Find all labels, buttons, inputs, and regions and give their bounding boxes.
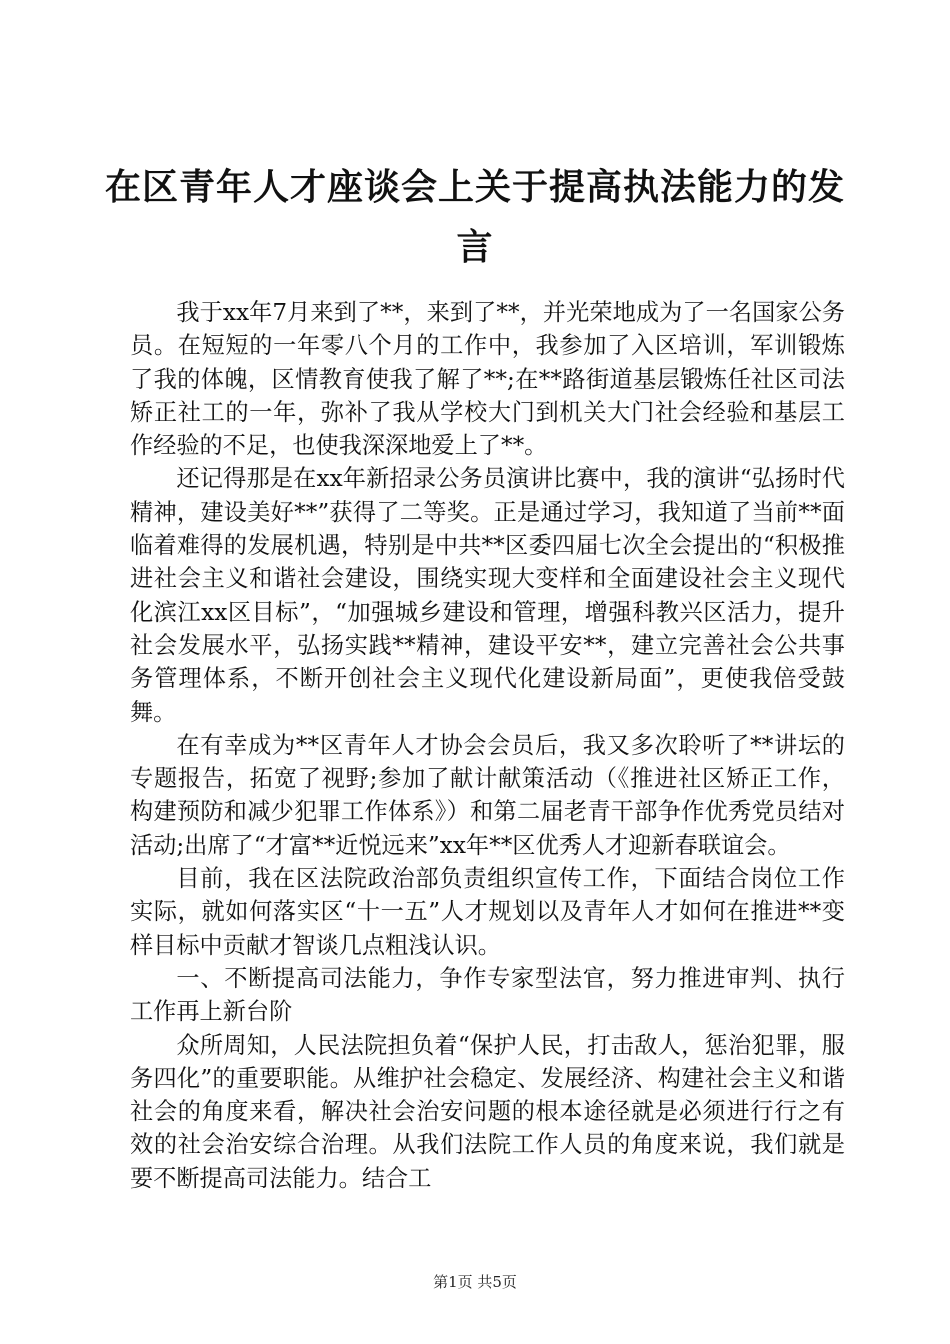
paragraph-1: 我于xx年7月来到了**，来到了**，并光荣地成为了一名国家公务员。在短短的一年零八个月的工作中，我参加了入区培训，军训锻炼了我的体魄，区情教育使我了解了**;在**路街道基层锻炼任社区司法矫正社工的一年，弥补了我从学校大门到机关大门社会经验和基层工作经验的不足，也使我深深地爱上了**。 bbox=[130, 299, 845, 460]
section-heading-1: 一、不断提高司法能力，争作专家型法官，努力推进审判、执行工作再上新台阶 bbox=[130, 964, 845, 1026]
paragraph-3: 在有幸成为**区青年人才协会会员后，我又多次聆听了**讲坛的专题报告，拓宽了视野;参加了献计献策活动（《推进社区矫正工作，构建预防和减少犯罪工作体系》）和第二届老青干部争作优秀党员结对活动;出席了“才富**近悦远来”xx年**区优秀人才迎新春联谊会。 bbox=[130, 731, 845, 859]
page-number-footer: 第1页 共5页 bbox=[433, 1273, 517, 1291]
title-line-2: 言 bbox=[456, 227, 494, 268]
title-line-1: 在区青年人才座谈会上关于提高执法能力的发 bbox=[104, 167, 845, 208]
document-body bbox=[130, 296, 845, 1195]
paragraph-4: 目前，我在区法院政治部负责组织宣传工作，下面结合岗位工作实际，就如何落实区“十一五”人才规划以及青年人才如何在推进**变样目标中贡献才智谈几点粗浅认识。 bbox=[130, 865, 845, 959]
paragraph-5: 众所周知，人民法院担负着“保护人民，打击敌人，惩治犯罪，服务四化”的重要职能。从维护社会稳定、发展经济、构建社会主义和谐社会的角度来看，解决社会治安问题的根本途径就是必须进行行之有效的社会治安综合治理。从我们法院工作人员的角度来说，我们就是要不断提高司法能力。结合工 bbox=[130, 1031, 845, 1192]
document-title bbox=[100, 158, 850, 278]
paragraph-2: 还记得那是在xx年新招录公务员演讲比赛中，我的演讲“弘扬时代精神，建设美好**”获得了二等奖。正是通过学习，我知道了当前**面临着难得的发展机遇，特别是中共**区委四届七次全会提出的“积极推进社会主义和谐社会建设，围绕实现大变样和全面建设社会主义现代化滨江xx区目标”，“加强城乡建设和管理，增强科教兴区活力，提升社会发展水平，弘扬实践**精神，建设平安**，建立完善社会公共事务管理体系，不断开创社会主义现代化建设新局面”，更使我倍受鼓舞。 bbox=[130, 465, 845, 726]
